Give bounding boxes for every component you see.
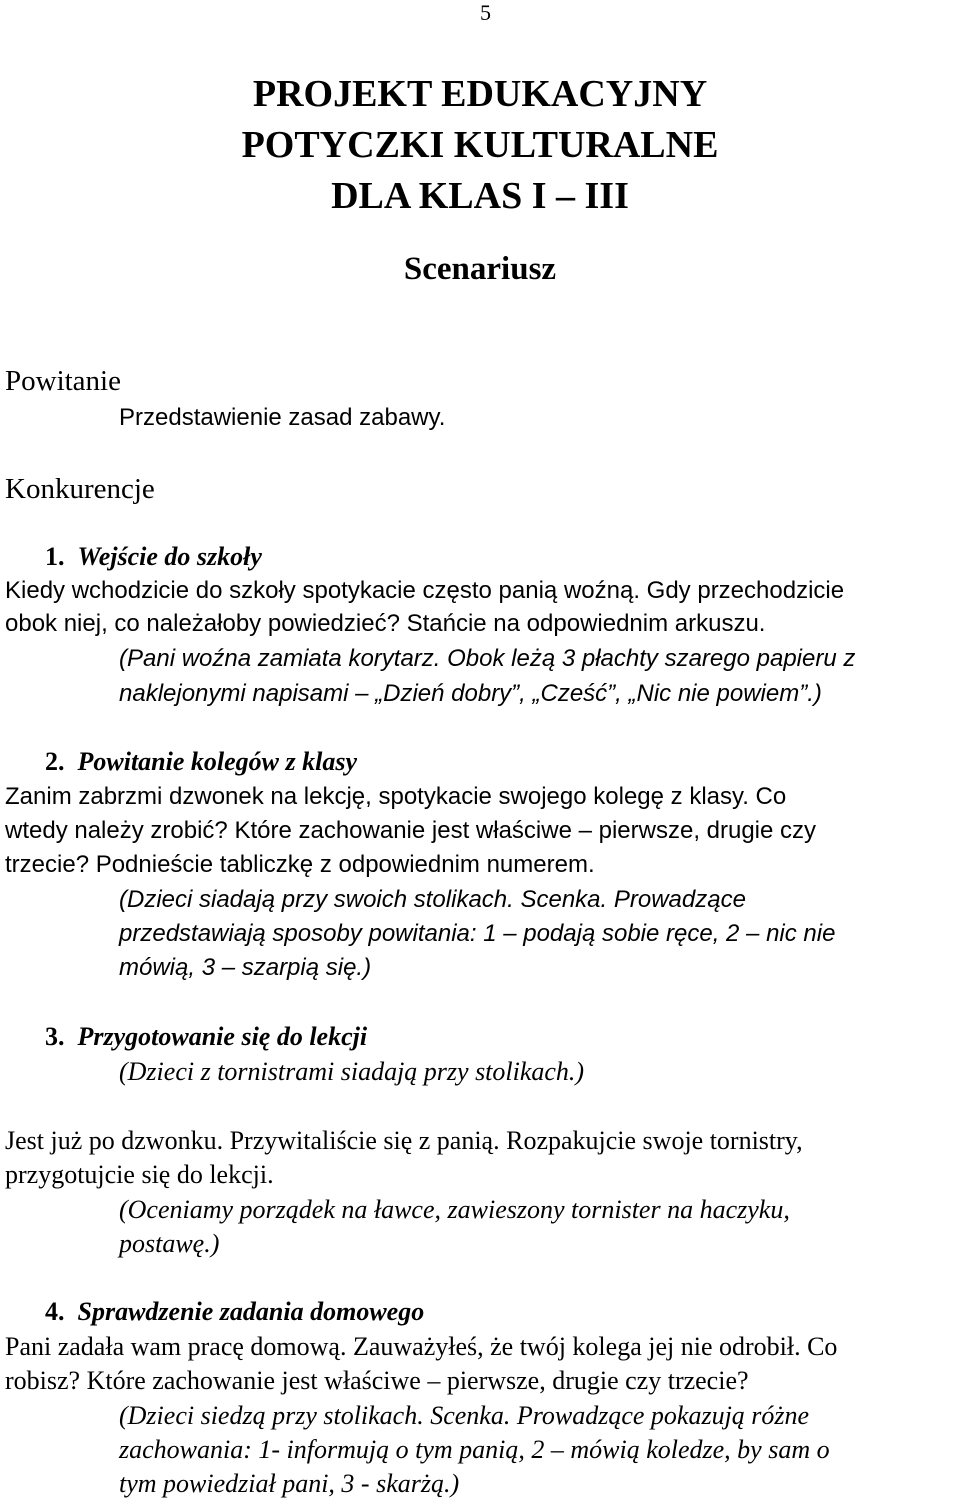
competition-2-number: 2.: [45, 747, 65, 776]
page-number: 5: [480, 0, 491, 25]
competition-1-number: 1.: [45, 542, 65, 571]
competition-3-note: postawę.): [119, 1229, 220, 1258]
competition-2-line: Zanim zabrzmi dzwonek na lekcję, spotykacie swojego kolegę z klasy. Co: [5, 783, 787, 810]
competition-3-note-top: (Dzieci z tornistrami siadają przy stolikach.): [119, 1057, 585, 1086]
competition-1-line: Kiedy wchodzicie do szkoły spotykacie często panią woźną. Gdy przechodzicie: [5, 577, 845, 604]
welcome-text: Przedstawienie zasad zabawy.: [119, 404, 446, 431]
competitions-heading: Konkurencje: [5, 473, 155, 505]
competition-4-line: robisz? Które zachowanie jest właściwe – pierwsze, drugie czy trzecie?: [5, 1366, 749, 1395]
competition-2-heading: [45, 745, 357, 779]
competition-4-line: Pani zadała wam pracę domową. Zauważyłeś, że twój kolega jej nie odrobił. Co: [5, 1332, 838, 1361]
competition-3-line: przygotujcie się do lekcji.: [5, 1160, 274, 1189]
competition-2-note: mówią, 3 – szarpią się.): [119, 954, 372, 981]
competition-1-title: Wejście do szkoły: [77, 542, 262, 571]
title-line-1: PROJEKT EDUKACYJNY: [252, 73, 708, 115]
competition-1-line: obok niej, co należałoby powiedzieć? Stańcie na odpowiednim arkuszu.: [5, 610, 766, 637]
competition-1-note: (Pani woźna zamiata korytarz. Obok leżą 3 płachty szarego papieru z: [119, 645, 856, 672]
competition-4-title: Sprawdzenie zadania domowego: [77, 1297, 425, 1326]
competition-2-line: wtedy należy zrobić? Które zachowanie jest właściwe – pierwsze, drugie czy: [5, 817, 817, 844]
competition-2-line: trzecie? Podnieście tabliczkę z odpowiednim numerem.: [5, 851, 595, 878]
competition-4-number: 4.: [45, 1297, 65, 1326]
title-line-3: DLA KLAS I – III: [331, 175, 629, 217]
competition-4-heading: [45, 1295, 424, 1329]
competition-3-heading: [45, 1020, 367, 1054]
competition-1-note: naklejonymi napisami – „Dzień dobry”, „Cześć”, „Nic nie powiem”.): [119, 680, 822, 707]
competition-2-note: przedstawiają sposoby powitania: 1 – podają sobie ręce, 2 – nic nie: [119, 920, 836, 947]
competition-3-title: Przygotowanie się do lekcji: [77, 1022, 368, 1051]
competition-2-note: (Dzieci siadają przy swoich stolikach. Scenka. Prowadzące: [119, 886, 746, 913]
competition-3-line: Jest już po dzwonku. Przywitaliście się z panią. Rozpakujcie swoje tornistry,: [5, 1126, 803, 1155]
welcome-heading: Powitanie: [5, 365, 121, 397]
competition-4-note: (Dzieci siedzą przy stolikach. Scenka. Prowadzące pokazują różne: [119, 1401, 810, 1430]
competition-1-heading: [45, 540, 262, 574]
competition-2-title: Powitanie kolegów z klasy: [77, 747, 357, 776]
competition-4-note: tym powiedział pani, 3 - skarżą.): [119, 1469, 460, 1498]
title-line-2: POTYCZKI KULTURALNE: [241, 124, 719, 166]
subtitle: Scenariusz: [403, 251, 557, 287]
competition-3-number: 3.: [45, 1022, 65, 1051]
competition-4-note: zachowania: 1- informują o tym panią, 2 – mówią koledze, by sam o: [119, 1435, 830, 1464]
competition-3-note: (Oceniamy porządek na ławce, zawieszony tornister na haczyku,: [119, 1195, 790, 1224]
